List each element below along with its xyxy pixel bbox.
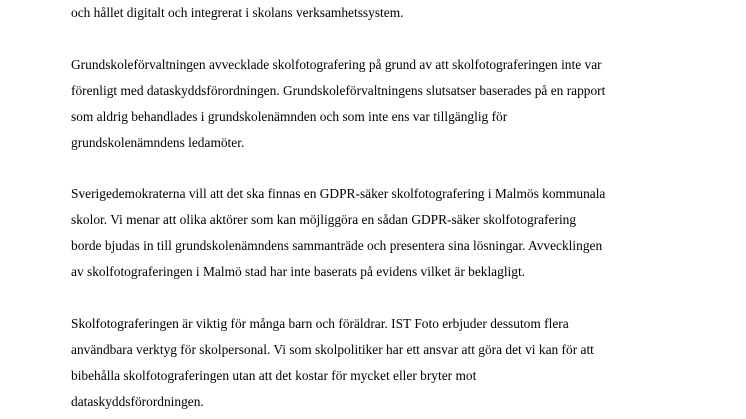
paragraph-4-line-3: bibehålla skolfotograferingen utan att det kostar för mycket eller bryter mot — [71, 368, 477, 383]
paragraph-3-line-4: av skolfotograferingen i Malmö stad har inte baserats på evidens vilket är beklagligt. — [71, 264, 526, 279]
paragraph-4-line-2: användbara verktyg för skolpersonal. Vi som skolpolitiker har ett ansvar att göra det vi kan för att — [71, 342, 594, 357]
paragraph-2-line-3: som aldrig behandlades i grundskolenämnden och som inte ens var tillgänglig för — [71, 109, 508, 124]
paragraph-3-line-1: Sverigedemokraterna vill att det ska finnas en GDPR-säker skolfotografering i Malmös kommunala — [71, 186, 606, 201]
paragraph-4-line-1: Skolfotograferingen är viktig för många barn och föräldrar. IST Foto erbjuder dessutom flera — [71, 316, 569, 331]
paragraph-1-line-1: och hållet digitalt och integrerat i skolans verksamhetssystem. — [71, 5, 404, 20]
paragraph-3-line-3: borde bjudas in till grundskolenämndens sammanträde och presentera sina lösningar. Avvecklingen — [71, 238, 603, 253]
paragraph-4-line-4: dataskyddsförordningen. — [71, 394, 204, 409]
paragraph-2-line-2: förenligt med dataskyddsförordningen. Grundskoleförvaltningens slutsatser baserades på en rapport — [71, 83, 606, 98]
paragraph-2-line-4: grundskolenämndens ledamöter. — [71, 135, 245, 150]
paragraph-3-line-2: skolor. Vi menar att olika aktörer som kan möjliggöra en sådan GDPR-säker skolfotografering — [71, 212, 577, 227]
paragraph-2-line-1: Grundskoleförvaltningen avvecklade skolfotografering på grund av att skolfotograferingen inte var — [71, 57, 602, 72]
